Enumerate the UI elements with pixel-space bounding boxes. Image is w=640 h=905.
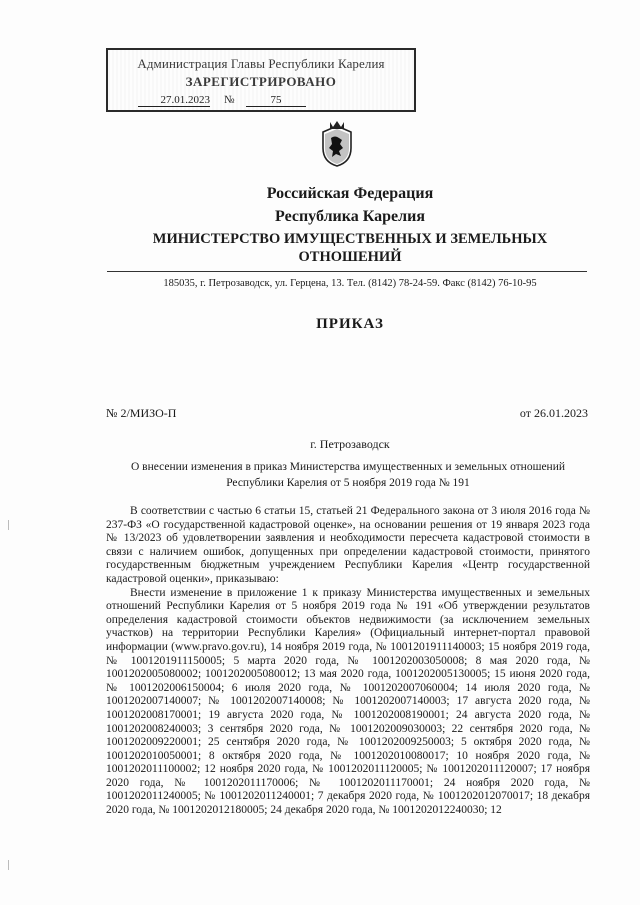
header-divider — [107, 271, 587, 272]
ministry-name-line2: ОТНОШЕНИЙ — [298, 249, 402, 265]
document-number: № 2/МИЗО-П — [106, 406, 177, 420]
document-date: от 26.01.2023 — [519, 406, 588, 420]
ministry-address: 185035, г. Петрозаводск, ул. Герцена, 13. Тел. (8142) 78-24-59. Факс (8142) 76-10-95 — [163, 278, 537, 289]
body-paragraph-2: Внести изменение в приложение 1 к приказу Министерства имущественных и земельных отношений Республики Карелия от 5 ноября 2019 года № 191 «Об утверждении результатов определения кадастровой стоимости объектов недвижимости (за исключением земельных участков) на территории Республики Карелия» (Официальный интернет-портал правовой информации (www.pravo.gov.ru), 14 ноября 2019 года, № 1001201911140003; 15 ноября 2019 года, № 1001201911150005; 5 марта 2020 года, № 1001202003050008; 8 мая 2020 года, № 1001202005080002; 1001202005080012; 13 мая 2020 года, 1001202005130005; 15 июня 2020 года, № 1001202006150004; 6 июля 2020 года, № 1001202007060004; 14 июля 2020 года, № 1001202007140007; № 1001202007140008; № 1001202007140003; 17 августа 2020 года, № 1001202008170001; 19 августа 2020 года, № 1001202008190001; 24 августа 2020 года, № 1001202008240003; 3 сентября 2020 года, № 1001202009030003; 22 сентября 2020 года, № 1001202009220001; 25 сентября 2020 года, № 1001202009250003; 5 октября 2020 года, № 1001202010050001; 8 октября 2020 года, № 1001202010080017; 10 ноября 2020 года, № 1001202011100002; 12 ноября 2020 года, № 1001202011120005; № 1001202011120007; 17 ноября 2020 года, № 1001202011170006; № 1001202011170001; 24 ноября 2020 года, № 1001202011240005; № 1001202011240001; 7 декабря 2020 года, № 1001202012070017; 18 декабря 2020 года, № 1001202012180005; 24 декабря 2020 года, № 1001202012240030; 12 — [106, 586, 590, 817]
country-name: Российская Федерация — [266, 185, 434, 202]
subject-line1: О внесении изменения в приказ Министерства имущественных и земельных отношений — [130, 461, 566, 473]
ministry-name-line1: МИНИСТЕРСТВО ИМУЩЕСТВЕННЫХ И ЗЕМЕЛЬНЫХ — [152, 231, 548, 247]
document-city: г. Петрозаводск — [310, 437, 390, 451]
document-body — [106, 505, 590, 818]
document-title: ПРИКАЗ — [316, 316, 384, 332]
subject-line2: Республики Карелия от 5 ноября 2019 года № 191 — [226, 477, 470, 489]
coat-of-arms-icon — [317, 118, 357, 168]
republic-name: Республика Карелия — [275, 208, 425, 225]
scan-margin-mark — [8, 860, 9, 870]
body-paragraph-1: В соответствии с частью 6 статьи 15, статьей 21 Федерального закона от 3 июля 2016 года № 237-ФЗ «О государственной кадастровой оценке», на основании решения от 19 января 2023 года № 13/2023 об удовлетворении заявления и необходимости пересчета кадастровой стоимости в связи с наличием ошибок, допущенных при определении кадастровой стоимости, принятого государственным бюджетным учреждением Республики Карелия «Центр государственной кадастровой оценки», приказываю: — [106, 505, 590, 585]
stamp-registered-label: ЗАРЕГИСТРИРОВАНО — [185, 74, 337, 89]
registration-stamp — [106, 48, 416, 112]
document-subject — [106, 459, 590, 491]
scan-margin-mark — [8, 520, 9, 530]
stamp-date: 27.01.2023 — [138, 94, 210, 107]
stamp-organization: Администрация Главы Республики Карелия — [137, 56, 385, 71]
stamp-number-sign: № — [224, 94, 235, 106]
stamp-number: 75 — [246, 94, 306, 107]
